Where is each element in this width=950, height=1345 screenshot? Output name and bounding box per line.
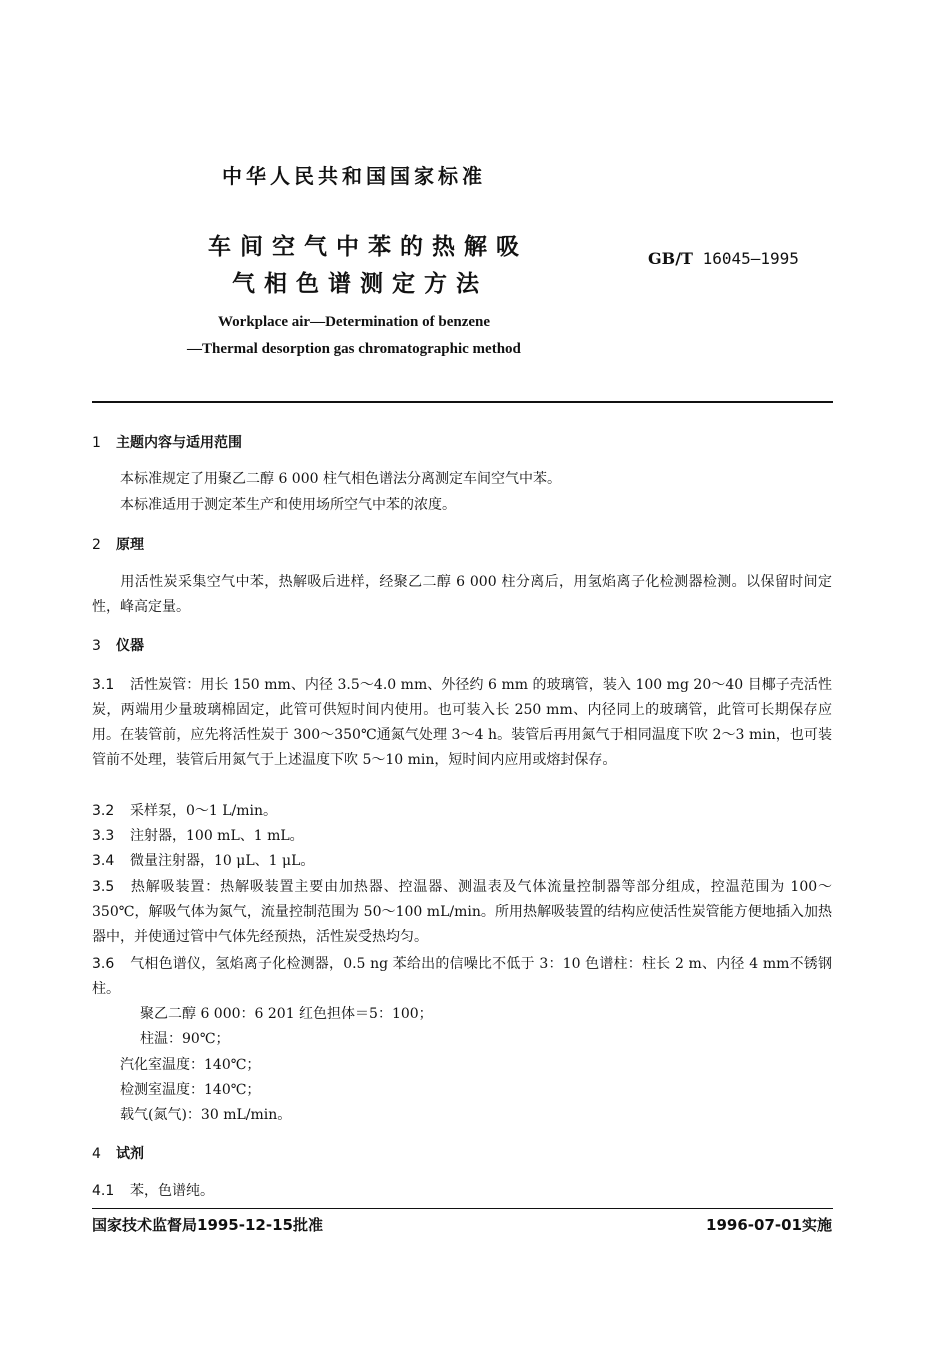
section-1-para-1: 本标准规定了用聚乙二醇 6 000 柱气相色谱法分离测定车间空气中苯。 [120, 471, 561, 487]
item-3-6 [92, 952, 832, 1002]
title-cn-line2: 气相色谱测定方法 [232, 271, 488, 297]
item-3-2 [92, 799, 832, 824]
standard-code [648, 249, 799, 268]
section-1-number: 1 [92, 435, 101, 451]
title-cn-line1: 车间空气中苯的热解吸 [208, 234, 528, 260]
item-3-4-number: 3.4 [92, 853, 115, 869]
column-temperature: 柱温：90℃； [140, 1031, 230, 1047]
item-3-1 [92, 673, 832, 773]
section-3-number: 3 [92, 638, 101, 654]
approval-date: 国家技术监督局1995-12-15批准 [92, 1216, 323, 1234]
item-3-1-text: 活性炭管：用长 150 mm、内径 3.5～4.0 mm、外径约 6 mm 的玻璃管，装入 100 mg 20～40 目椰子壳活性炭，两端用少量玻璃棉固定，此管可供短时间内使用。也可装入长 250 mm、内径同上的玻璃管，此管可长期保存应用。在装管前，应先将活性炭于 300～350℃通氮气处理 3～4 h。装管后再用氮气于相同温度下吹 2～3 min，也可装管前不处理，装管后用氮气于上述温度下吹 5～10 min，短时间内应用或熔封保存。 [92, 677, 832, 768]
section-4-number: 4 [92, 1146, 101, 1162]
section-2-heading [92, 534, 144, 554]
title-en-line1: Workplace air—Determination of benzene [218, 314, 491, 330]
section-1-heading [92, 432, 242, 452]
standard-code-prefix: GB/T [648, 249, 693, 268]
item-3-5-text: 热解吸装置：热解吸装置主要由加热器、控温器、测温表及气体流量控制器等部分组成，控温范围为 100～350℃，解吸气体为氮气，流量控制范围为 50～100 mL/min。所用热解吸装置的结构应使活性炭管能方便地插入加热器中，并使通过管中气体先经预热，活性炭受热均匀。 [92, 879, 832, 945]
item-3-3-number: 3.3 [92, 828, 115, 844]
item-3-2-text: 采样泵，0～1 L/min。 [130, 803, 278, 819]
standard-code-number: 16045—1995 [702, 249, 799, 268]
standard-name: 中华人民共和国国家标准 [222, 164, 486, 188]
item-3-6-number: 3.6 [92, 956, 115, 972]
section-1-para-2: 本标准适用于测定苯生产和使用场所空气中苯的浓度。 [120, 497, 456, 513]
section-3-heading [92, 635, 144, 655]
item-3-6-text: 气相色谱仪，氢焰离子化检测器，0.5 ng 苯给出的信噪比不低于 3：10 色谱柱：柱长 2 m、内径 4 mm不锈钢柱。 [92, 956, 832, 997]
item-3-4 [92, 849, 832, 874]
item-3-5 [92, 875, 832, 950]
section-2-para-1-text: 用活性炭采集空气中苯，热解吸后进样，经聚乙二醇 6 000 柱分离后，用氢焰离子化检测器检测。以保留时间定性，峰高定量。 [92, 574, 832, 615]
item-3-1-number: 3.1 [92, 677, 115, 693]
item-3-5-number: 3.5 [92, 879, 115, 895]
section-4-title: 试剂 [116, 1146, 144, 1162]
implementation-date: 1996-07-01实施 [706, 1216, 832, 1234]
item-3-3 [92, 824, 832, 849]
item-3-2-number: 3.2 [92, 803, 115, 819]
detector-temperature: 检测室温度：140℃； [120, 1082, 261, 1098]
item-3-3-text: 注射器，100 mL、1 mL。 [130, 828, 304, 844]
footer-divider [92, 1208, 833, 1209]
section-3-title: 仪器 [116, 638, 144, 654]
item-3-4-text: 微量注射器，10 μL、1 μL。 [130, 853, 315, 869]
column-packing: 聚乙二醇 6 000：6 201 红色担体＝5：100； [140, 1006, 433, 1022]
header-divider [92, 401, 833, 403]
carrier-gas: 载气(氮气)：30 mL/min。 [120, 1107, 292, 1123]
section-1-title: 主题内容与适用范围 [116, 435, 242, 451]
title-en-line2: —Thermal desorption gas chromatographic method [187, 341, 521, 357]
section-2-number: 2 [92, 537, 101, 553]
item-4-1 [92, 1179, 832, 1204]
item-4-1-text: 苯，色谱纯。 [130, 1183, 214, 1199]
section-2-title: 原理 [116, 537, 144, 553]
item-4-1-number: 4.1 [92, 1183, 115, 1199]
vaporizer-temperature: 汽化室温度：140℃； [120, 1057, 261, 1073]
section-4-heading [92, 1143, 144, 1163]
section-2-para-1 [92, 570, 832, 620]
